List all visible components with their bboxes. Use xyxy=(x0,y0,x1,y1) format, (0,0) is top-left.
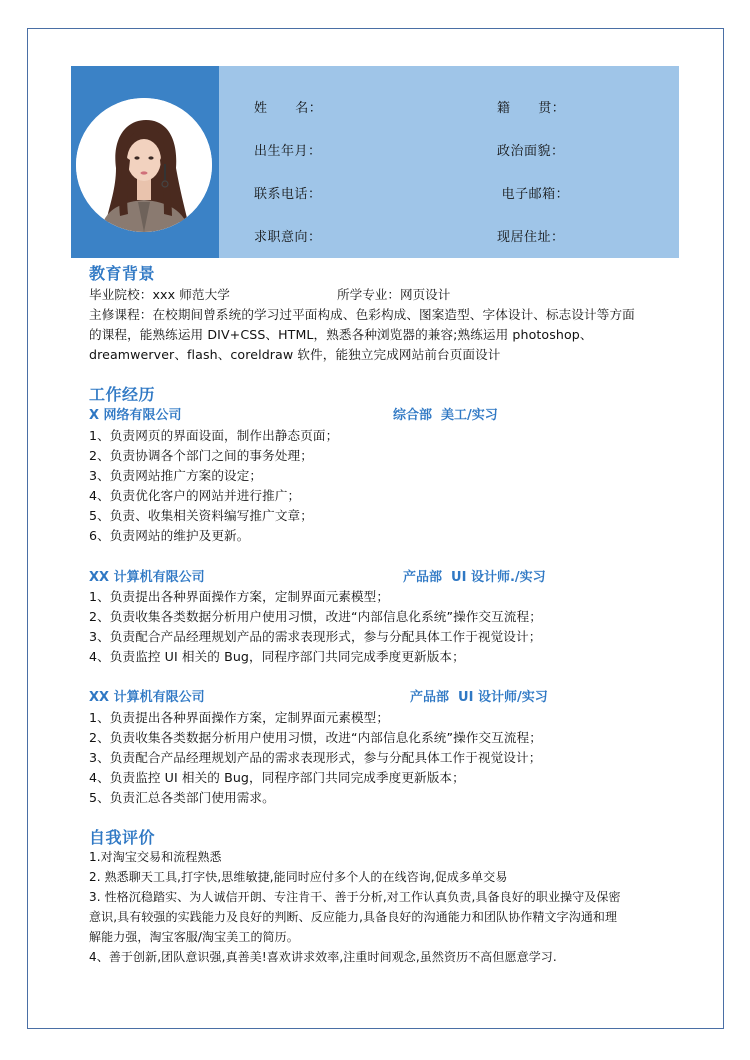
job-duty: 5、负责汇总各类部门使用需求。 xyxy=(89,790,275,805)
education-courses-line: 主修课程：在校期间曾系统的学习过平面构成、色彩构成、图案造型、字体设计、标志设计等方面 xyxy=(89,307,635,322)
info-address-label: 现居住址： xyxy=(497,230,565,245)
job-position: 产品部 UI 设计师/实习 xyxy=(410,690,548,705)
education-school: 毕业院校：xxx 师范大学 xyxy=(89,287,231,302)
job-duty: 2、负责协调各个部门之间的事务处理； xyxy=(89,448,313,463)
info-birth-label: 出生年月： xyxy=(254,144,322,159)
job-position: 产品部 UI 设计师./实习 xyxy=(403,570,546,585)
info-name-label: 姓 名： xyxy=(254,101,323,116)
job-duty: 1、负责提出各种界面操作方案，定制界面元素模型； xyxy=(89,589,390,604)
job-duty: 6、负责网站的维护及更新。 xyxy=(89,528,250,543)
info-objective-label: 求职意向： xyxy=(254,230,322,245)
job-company: XX 计算机有限公司 xyxy=(89,690,205,705)
job-position: 综合部 美工/实习 xyxy=(393,408,498,423)
job-company: X 网络有限公司 xyxy=(89,408,182,423)
info-political-label: 政治面貌： xyxy=(497,144,565,159)
info-hometown-label: 籍 贯： xyxy=(497,101,566,116)
job-duty: 5、负责、收集相关资料编写推广文章； xyxy=(89,508,313,523)
education-major: 所学专业：网页设计 xyxy=(337,287,451,302)
job-duty: 4、负责监控 UI 相关的 Bug，同程序部门共同完成季度更新版本； xyxy=(89,649,465,664)
job-duty: 3、负责配合产品经理规划产品的需求表现形式，参与分配具体工作于视觉设计； xyxy=(89,750,542,765)
photo-panel xyxy=(71,66,219,258)
self-evaluation-title: 自我评价 xyxy=(89,828,156,847)
self-evaluation-line: 意识,具有较强的实践能力及良好的判断、反应能力,具备良好的沟通能力和团队协作精文字沟通和理 xyxy=(89,910,618,924)
portrait-photo-icon xyxy=(76,98,212,232)
self-evaluation-line: 1.对淘宝交易和流程熟悉 xyxy=(89,850,222,864)
header-banner xyxy=(71,66,679,258)
job-duty: 1、负责提出各种界面操作方案，定制界面元素模型； xyxy=(89,710,390,725)
education-courses-line: dreamwerver、flash、coreldraw 软件，能独立完成网站前台页面设计 xyxy=(89,347,501,362)
self-evaluation-line: 2. 熟悉聊天工具,打字快,思维敏捷,能同时应付多个人的在线咨询,促成多单交易 xyxy=(89,870,508,884)
job-duty: 4、负责优化客户的网站并进行推广； xyxy=(89,488,301,503)
job-duty: 3、负责网站推广方案的设定； xyxy=(89,468,263,483)
info-phone-label: 联系电话： xyxy=(254,187,322,202)
education-title: 教育背景 xyxy=(89,264,156,283)
self-evaluation-line: 3. 性格沉稳踏实、为人诚信开朗、专注肯干、善于分析,对工作认真负责,具备良好的职业操守及保密 xyxy=(89,890,621,904)
info-email-label: 电子邮箱： xyxy=(497,187,570,202)
job-duty: 2、负责收集各类数据分析用户使用习惯，改进“内部信息化系统”操作交互流程； xyxy=(89,730,542,745)
job-company: XX 计算机有限公司 xyxy=(89,570,205,585)
self-evaluation-line: 4、善于创新,团队意识强,真善美!喜欢讲求效率,注重时间观念,虽然资历不高但愿意学习. xyxy=(89,950,557,964)
avatar xyxy=(76,98,212,232)
education-courses-line: 的课程，能熟练运用 DIV+CSS、HTML，熟悉各种浏览器的兼容;熟练运用 photoshop、 xyxy=(89,327,593,342)
self-evaluation-line: 解能力强，淘宝客服/淘宝美工的简历。 xyxy=(89,930,299,944)
job-duty: 1、负责网页的界面设面，制作出静态页面； xyxy=(89,428,339,443)
job-duty: 3、负责配合产品经理规划产品的需求表现形式，参与分配具体工作于视觉设计； xyxy=(89,629,542,644)
work-title: 工作经历 xyxy=(89,385,156,404)
job-duty: 4、负责监控 UI 相关的 Bug，同程序部门共同完成季度更新版本； xyxy=(89,770,465,785)
job-duty: 2、负责收集各类数据分析用户使用习惯，改进“内部信息化系统”操作交互流程； xyxy=(89,609,542,624)
